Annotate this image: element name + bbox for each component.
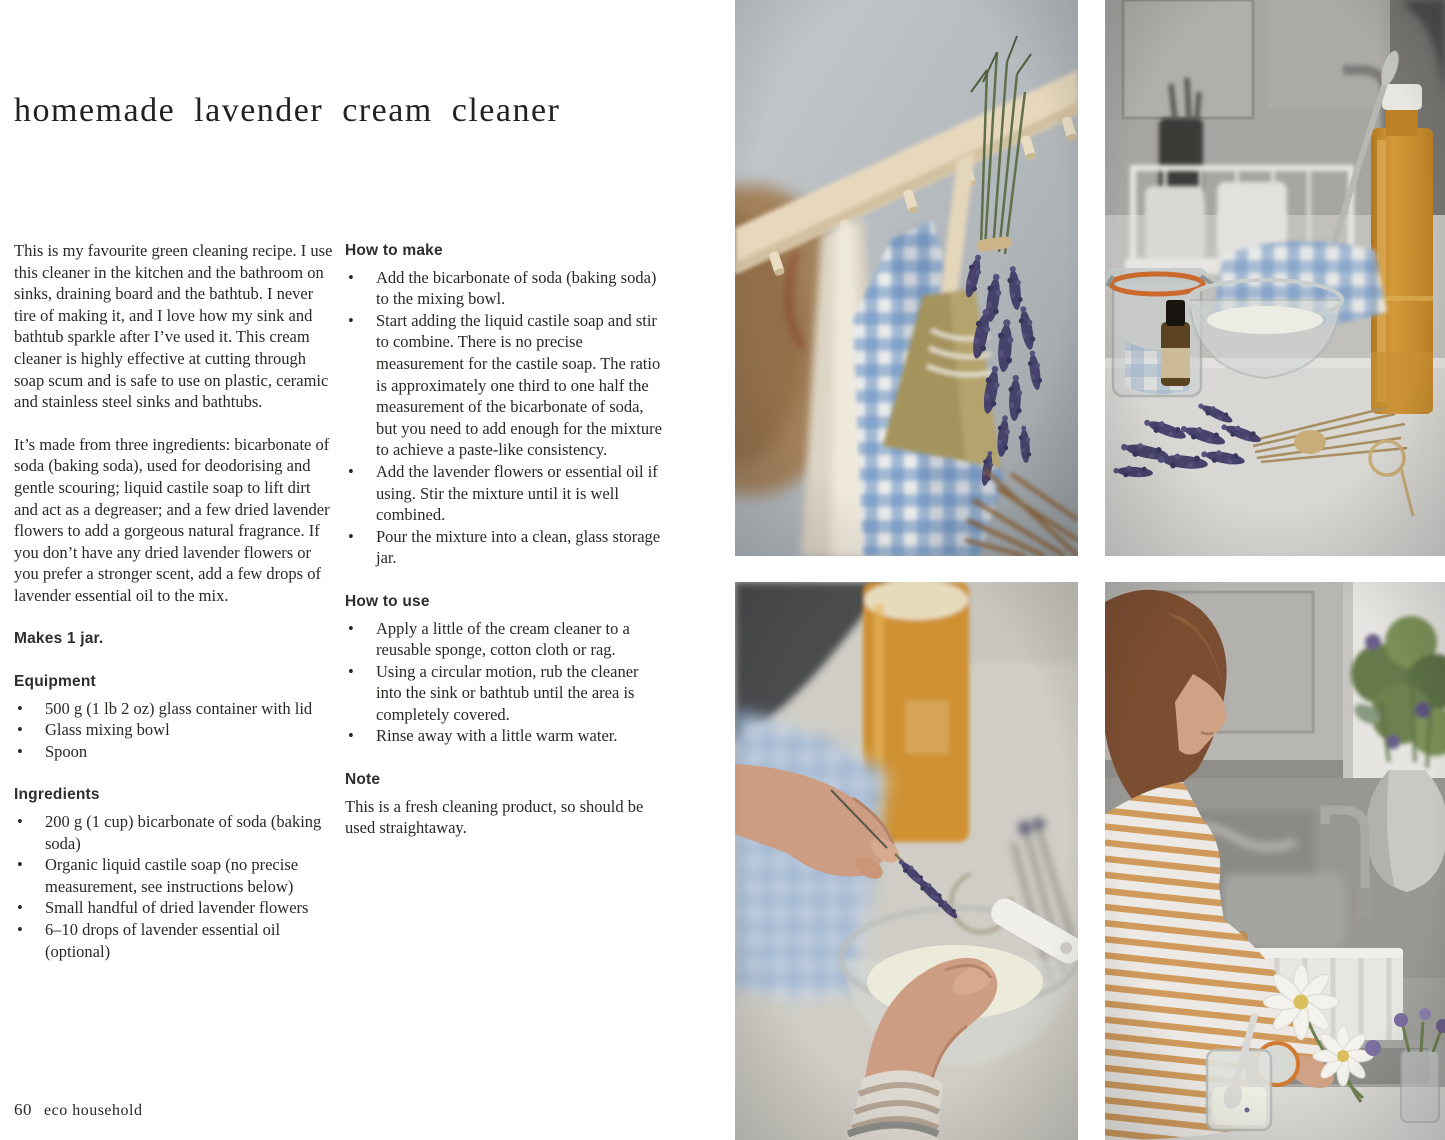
photo-cleaning-supplies-image <box>1105 0 1445 556</box>
use-step: • Using a circular motion, rub the cleaner into the sink or bathtub until the area is completely covered. <box>345 661 667 726</box>
photo-woman-at-sink <box>1105 582 1445 1140</box>
equipment-item: • 500 g (1 lb 2 oz) glass container with lid <box>14 698 336 720</box>
section-name: eco household <box>44 1102 143 1119</box>
equipment-heading: Equipment <box>14 673 96 691</box>
photo-peg-rail <box>735 0 1078 556</box>
equipment-list <box>14 698 336 763</box>
ingredient-item: • Organic liquid castile soap (no precise measurement, see instructions below) <box>14 854 336 897</box>
ingredient-item: • 200 g (1 cup) bicarbonate of soda (baking soda) <box>14 811 336 854</box>
page-footer <box>14 1100 142 1120</box>
intro-paragraph-2: It’s made from three ingredients: bicarbonate of soda (baking soda), used for deodorising and gentle scouring; liquid castile soap to lift dirt and act as a degreaser; and a few dried lavender flowers to add a gorgeous natural fragrance. If you don’t have any dried lavender flowers or you prefer a stronger scent, add a few drops of lavender essential oil to the mix. <box>14 434 330 605</box>
page-title: homemade lavender cream cleaner <box>14 92 561 129</box>
photo-cleaning-supplies <box>1105 0 1445 556</box>
use-step: • Apply a little of the cream cleaner to a reusable sponge, cotton cloth or rag. <box>345 618 667 661</box>
middle-column <box>345 240 667 860</box>
ingredients-list <box>14 811 336 962</box>
photo-peg-rail-image <box>735 0 1078 556</box>
photo-woman-at-sink-image <box>1105 582 1445 1140</box>
make-step: • Start adding the liquid castile soap and stir to combine. There is no precise measurement for the castile soap. The ratio is approximately one third to one half the measurement of the bicarbonate of soda, but you need to add enough for the mixture to achieve a paste-like consistency. <box>345 310 667 461</box>
how-to-use-list <box>345 618 667 748</box>
make-step: • Add the bicarbonate of soda (baking soda) to the mixing bowl. <box>345 267 667 310</box>
page-number: 60 <box>14 1100 32 1119</box>
photo-mixing-hands <box>735 582 1078 1140</box>
make-step: • Add the lavender flowers or essential oil if using. Stir the mixture until it is well combined. <box>345 461 667 526</box>
equipment-item: • Glass mixing bowl <box>14 719 336 741</box>
make-step: • Pour the mixture into a clean, glass storage jar. <box>345 526 667 569</box>
note-text: This is a fresh cleaning product, so should be used straightaway. <box>345 796 644 838</box>
ingredient-item: • 6–10 drops of lavender essential oil (optional) <box>14 919 336 962</box>
how-to-make-list <box>345 267 667 569</box>
how-to-make-heading: How to make <box>345 242 443 259</box>
intro-paragraph-1: This is my favourite green cleaning recipe. I use this cleaner in the kitchen and the bathroom on sinks, draining board and the bathtub. I never tire of making it, and I love how my sink and bathtub sparkle after I’ve used it. This cream cleaner is highly effective at cutting through soap scum and is safe to use on plastic, ceramic and stainless steel sinks and bathtubs. <box>14 241 333 412</box>
note-heading: Note <box>345 771 381 789</box>
ingredient-item: • Small handful of dried lavender flowers <box>14 897 336 919</box>
how-to-use-heading: How to use <box>345 592 430 610</box>
ingredients-heading: Ingredients <box>14 786 100 804</box>
photo-mixing-hands-image <box>735 582 1078 1140</box>
equipment-item: • Spoon <box>14 741 336 763</box>
use-step: • Rinse away with a little warm water. <box>345 725 667 747</box>
left-column <box>14 240 336 984</box>
yield-line: Makes 1 jar. <box>14 629 104 647</box>
